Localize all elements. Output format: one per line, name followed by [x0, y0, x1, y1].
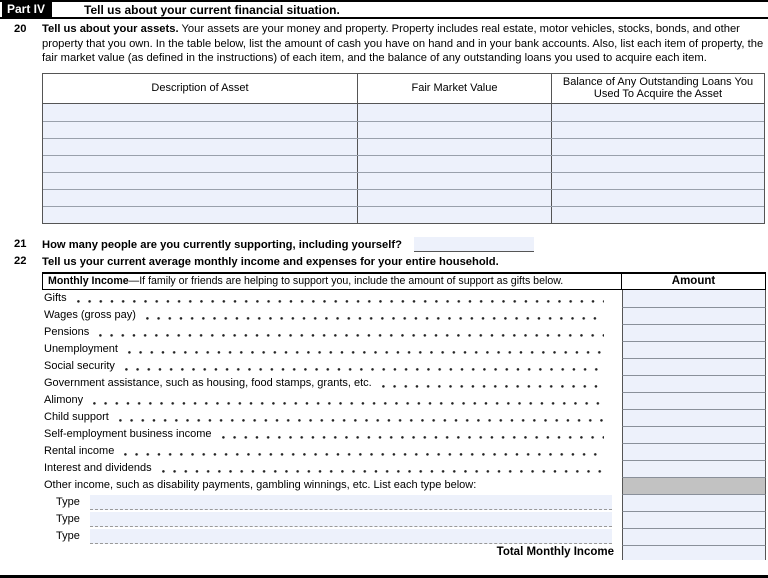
asset-fair-market-value-cell[interactable] — [358, 139, 552, 155]
income-item-left — [42, 324, 622, 341]
asset-description-cell[interactable] — [43, 190, 358, 206]
question-22-number: 22 — [14, 255, 27, 268]
dot-leader — [125, 368, 604, 371]
dot-leader — [128, 351, 604, 354]
asset-fair-market-value-cell[interactable] — [358, 156, 552, 172]
asset-description-cell[interactable] — [43, 139, 358, 155]
asset-header-description: Description of Asset — [43, 74, 358, 103]
question-20 — [0, 22, 768, 66]
income-item-row — [42, 324, 766, 341]
dot-leader — [99, 334, 604, 337]
income-item-row — [42, 409, 766, 426]
asset-loan-balance-cell[interactable] — [552, 190, 764, 206]
asset-loan-balance-cell[interactable] — [552, 156, 764, 172]
income-item-row — [42, 358, 766, 375]
income-amount-cell[interactable] — [622, 443, 766, 460]
income-item-label: Social security — [44, 360, 115, 373]
total-monthly-income-label: Total Monthly Income — [496, 546, 614, 559]
income-item-label: Interest and dividends — [44, 462, 152, 475]
other-income-type-row — [42, 494, 766, 511]
asset-description-cell[interactable] — [43, 156, 358, 172]
income-item-row — [42, 392, 766, 409]
asset-loan-balance-cell[interactable] — [552, 139, 764, 155]
other-income-type-input[interactable] — [90, 529, 612, 544]
other-income-type-row — [42, 528, 766, 545]
type-label: Type — [56, 496, 80, 509]
income-item-label: Wages (gross pay) — [44, 309, 136, 322]
asset-description-cell[interactable] — [43, 104, 358, 121]
income-item-left — [42, 307, 622, 324]
question-21-number: 21 — [14, 238, 27, 251]
other-income-row — [42, 477, 766, 494]
income-item-left — [42, 358, 622, 375]
asset-table-body — [43, 104, 764, 223]
income-item-row — [42, 307, 766, 324]
asset-table-row — [43, 121, 764, 138]
income-amount-cell[interactable] — [622, 528, 766, 545]
income-amount-cell[interactable] — [622, 358, 766, 375]
income-header-bold: Monthly Income — [48, 275, 129, 288]
income-item-label: Rental income — [44, 445, 115, 458]
question-20-text — [42, 22, 765, 66]
asset-table-row — [43, 104, 764, 121]
asset-header-fair-market-value: Fair Market Value — [358, 74, 552, 103]
income-item-row — [42, 426, 766, 443]
asset-table-row — [43, 189, 764, 206]
q21-people-count-input[interactable] — [414, 237, 534, 252]
asset-fair-market-value-cell[interactable] — [358, 122, 552, 138]
asset-table-row — [43, 155, 764, 172]
type-row-left — [42, 494, 622, 511]
dot-leader — [77, 300, 604, 303]
income-header-amount: Amount — [621, 274, 765, 289]
question-22-text: Tell us your current average monthly income and expenses for your entire household. — [42, 255, 499, 268]
type-row-left — [42, 511, 622, 528]
question-22 — [0, 254, 768, 270]
income-table-header — [42, 272, 766, 290]
income-amount-cell[interactable] — [622, 324, 766, 341]
asset-table-row — [43, 172, 764, 189]
income-item-row — [42, 341, 766, 358]
income-item-left — [42, 290, 622, 307]
income-amount-cell[interactable] — [622, 511, 766, 528]
question-21 — [0, 237, 768, 253]
income-item-row — [42, 375, 766, 392]
income-item-left — [42, 375, 622, 392]
income-amount-cell[interactable] — [622, 375, 766, 392]
income-amount-cell[interactable] — [622, 409, 766, 426]
other-income-label: Other income, such as disability payments, gambling winnings, etc. List each type below: — [44, 479, 477, 492]
question-20-body: Your assets are your money and property. Property includes real estate, motor vehicles, stocks, bonds, and other property that you own. In the table below, list the amount of cash you have on hand and in your bank accounts. Also, list each item of property, the fair market value (as defined in the instructions) of each item, and the balance of any outstanding loans you used to acquire each item. — [42, 23, 764, 65]
income-amount-cell[interactable] — [622, 392, 766, 409]
total-monthly-income-amount-cell[interactable] — [622, 545, 766, 560]
income-item-left — [42, 392, 622, 409]
asset-loan-balance-cell[interactable] — [552, 173, 764, 189]
asset-fair-market-value-cell[interactable] — [358, 173, 552, 189]
question-20-lead: Tell us about your assets. — [42, 23, 179, 35]
asset-loan-balance-cell[interactable] — [552, 207, 764, 223]
income-header-note: —If family or friends are helping to support you, include the amount of support as gifts below. — [128, 275, 564, 288]
asset-description-cell[interactable] — [43, 173, 358, 189]
asset-fair-market-value-cell[interactable] — [358, 104, 552, 121]
asset-fair-market-value-cell[interactable] — [358, 190, 552, 206]
asset-table-row — [43, 138, 764, 155]
other-income-type-row — [42, 511, 766, 528]
asset-table — [42, 73, 765, 224]
income-amount-cell[interactable] — [622, 290, 766, 307]
income-item-left — [42, 443, 622, 460]
income-item-label: Unemployment — [44, 343, 118, 356]
asset-description-cell[interactable] — [43, 122, 358, 138]
income-amount-cell[interactable] — [622, 460, 766, 477]
dot-leader — [162, 470, 604, 473]
dot-leader — [93, 402, 604, 405]
dot-leader — [124, 453, 604, 456]
type-row-left — [42, 528, 622, 545]
part-header — [0, 2, 768, 19]
type-label: Type — [56, 513, 80, 526]
other-income-type-input[interactable] — [90, 512, 612, 527]
income-item-label: Government assistance, such as housing, food stamps, grants, etc. — [44, 377, 372, 390]
income-item-left — [42, 460, 622, 477]
income-header-title — [43, 274, 621, 289]
other-income-type-input[interactable] — [90, 495, 612, 510]
monthly-income-table — [42, 272, 766, 560]
income-item-label: Child support — [44, 411, 109, 424]
income-item-label: Self-employment business income — [44, 428, 212, 441]
dot-leader — [222, 436, 604, 439]
income-table-body — [42, 290, 766, 560]
income-amount-cell[interactable] — [622, 494, 766, 511]
part-badge: Part IV — [2, 2, 52, 17]
asset-description-cell[interactable] — [43, 207, 358, 223]
part-title: Tell us about your current financial situation. — [84, 2, 340, 17]
asset-header-loan-balance: Balance of Any Outstanding Loans You Used To Acquire the Asset — [562, 75, 754, 101]
other-income-left — [42, 477, 622, 494]
question-21-text: How many people are you currently supporting, including yourself? — [42, 238, 402, 251]
total-monthly-income-row — [42, 545, 766, 560]
income-item-row — [42, 443, 766, 460]
income-item-label: Pensions — [44, 326, 90, 339]
asset-table-row — [43, 206, 764, 223]
income-item-row — [42, 460, 766, 477]
income-item-left — [42, 426, 622, 443]
question-20-number: 20 — [14, 23, 27, 35]
income-item-left — [42, 409, 622, 426]
income-amount-cell[interactable] — [622, 426, 766, 443]
income-amount-cell[interactable] — [622, 307, 766, 324]
dot-leader — [146, 317, 604, 320]
income-item-left — [42, 341, 622, 358]
asset-table-header — [43, 74, 764, 104]
income-item-label: Alimony — [44, 394, 84, 407]
income-item-label: Gifts — [44, 292, 67, 305]
type-label: Type — [56, 530, 80, 543]
asset-fair-market-value-cell[interactable] — [358, 207, 552, 223]
dot-leader — [119, 419, 604, 422]
asset-loan-balance-cell[interactable] — [552, 122, 764, 138]
other-income-amount-cell-disabled — [622, 477, 766, 494]
income-item-row — [42, 290, 766, 307]
asset-loan-balance-cell[interactable] — [552, 104, 764, 121]
income-amount-cell[interactable] — [622, 341, 766, 358]
dot-leader — [382, 385, 604, 388]
